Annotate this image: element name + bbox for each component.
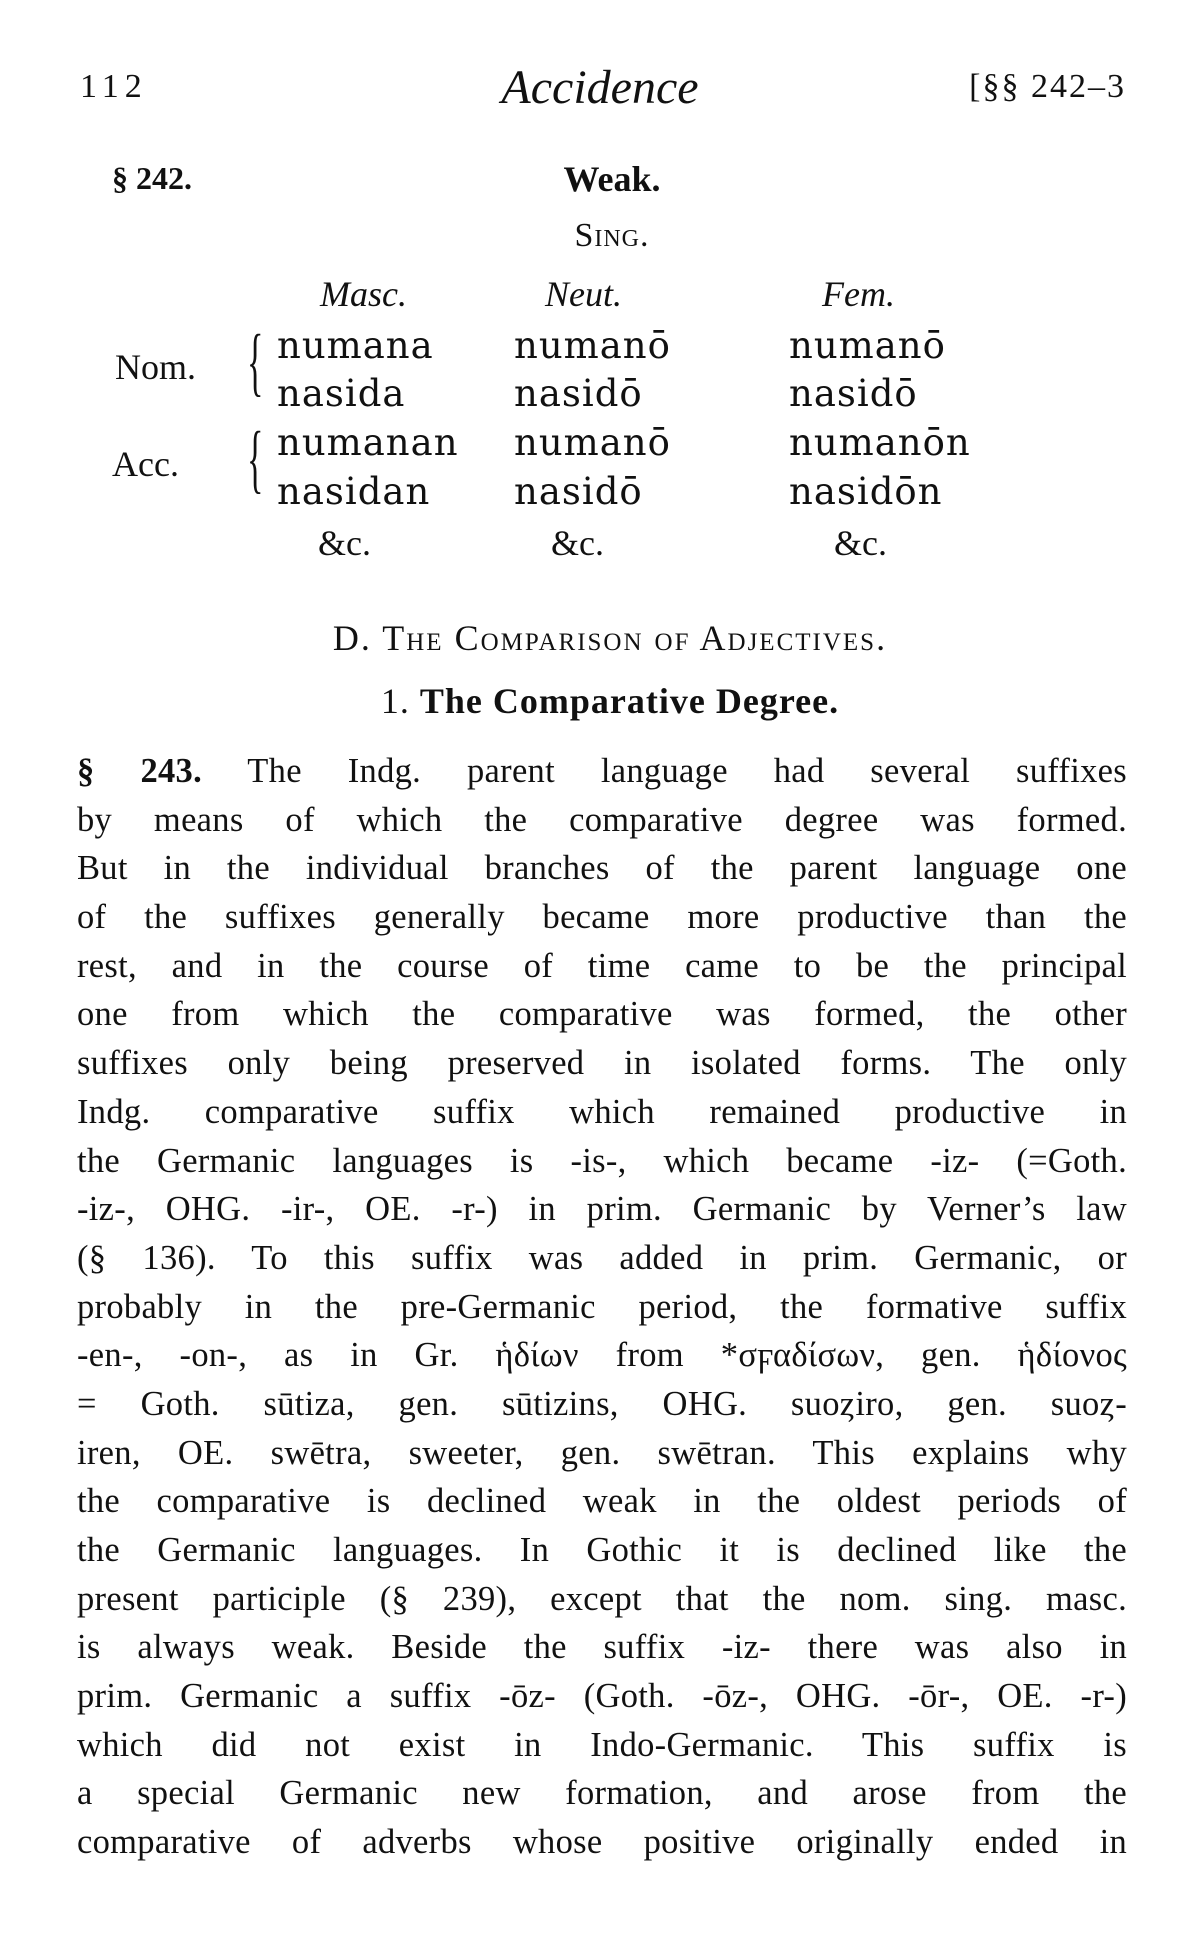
brace-acc: { — [247, 417, 264, 501]
text-line: rest, and in the course of time came to be the principal — [77, 946, 1127, 985]
text-line: the Germanic languages. In Gothic it is declined like the — [77, 1531, 1127, 1569]
nom-fem-2: nasidō — [789, 372, 918, 415]
text-line: prim. Germanic a suffix -ōz- (Goth. -ōz-, OHG. -ōr-, OE. -r-) — [77, 1677, 1127, 1716]
section-242-label: § 242. — [112, 160, 192, 196]
nom-masc-2: nasida — [277, 372, 406, 415]
text-line: present participle (§ 239), except that the nom. sing. masc. — [77, 1579, 1127, 1618]
subsection-title — [0, 680, 1200, 722]
text-line: one from which the comparative was formed, the other — [77, 995, 1127, 1034]
text-line: the Germanic languages is -is-, which became -iz- (=Goth. — [77, 1141, 1127, 1180]
text-line: suffixes only being preserved in isolated forms. The only — [77, 1044, 1127, 1083]
case-acc: Acc. — [112, 444, 179, 484]
acc-fem-1: numanōn — [789, 421, 971, 464]
text-line: which did not exist in Indo-Germanic. This suffix is — [77, 1725, 1127, 1764]
text-line: comparative of adverbs whose positive originally ended in — [77, 1823, 1127, 1862]
text-line: -en-, -on-, as in Gr. ἡδίων from *σϝαδίσων, gen. ἡδίονος — [77, 1336, 1127, 1375]
text-line: iren, OE. swētra, sweeter, gen. swētran. This explains why — [77, 1433, 1127, 1472]
text-line: = Goth. sūtiza, gen. sūtizins, OHG. suoȥiro, gen. suoȥ- — [77, 1384, 1127, 1423]
text-line: But in the individual branches of the parent language one — [77, 849, 1127, 888]
acc-masc-1: numanan — [277, 421, 459, 464]
acc-neut-1: numanō — [514, 421, 671, 464]
page-number: 112 — [80, 68, 148, 105]
nom-fem-1: numanō — [789, 324, 946, 367]
text-line: (§ 136). To this suffix was added in prim. Germanic, or — [77, 1238, 1127, 1277]
text-line: the comparative is declined weak in the oldest periods of — [77, 1482, 1127, 1521]
column-neut: Neut. — [545, 274, 622, 314]
text-line: § 243. The Indg. parent language had several suffixes — [77, 752, 1127, 790]
nom-neut-1: numanō — [514, 324, 671, 367]
running-title: Accidence — [501, 61, 699, 114]
section-243-label: § 243. — [77, 752, 203, 790]
nom-neut-2: nasidō — [514, 372, 643, 415]
text-line: -iz-, OHG. -ir-, OE. -r-) in prim. Germanic by Verner’s law — [77, 1190, 1127, 1229]
subsection-heading: The Comparative Degree. — [419, 681, 840, 721]
column-masc: Masc. — [320, 274, 407, 314]
section-d-title: D. The Comparison of Adjectives. — [332, 618, 888, 658]
text-line: a special Germanic new formation, and arose from the — [77, 1774, 1127, 1813]
acc-neut-2: nasidō — [514, 470, 643, 513]
case-nom: Nom. — [115, 347, 196, 387]
etc-masc: &c. — [318, 523, 371, 563]
text-line: is always weak. Beside the suffix -iz- there was also in — [77, 1628, 1127, 1667]
declension-number: Sing. — [574, 217, 650, 254]
nom-masc-1: numana — [277, 324, 434, 367]
subsection-number: 1. — [380, 681, 410, 721]
etc-neut: &c. — [551, 523, 604, 563]
acc-fem-2: nasidōn — [789, 470, 943, 513]
paragraph-243 — [77, 747, 1127, 1867]
text-line: Indg. comparative suffix which remained productive in — [77, 1092, 1127, 1131]
text-line: probably in the pre-Germanic period, the formative suffix — [77, 1287, 1127, 1326]
section-reference: [§§ 242–3 — [969, 68, 1126, 105]
column-fem: Fem. — [822, 274, 895, 314]
text-line: by means of which the comparative degree was formed. — [77, 800, 1127, 839]
declension-heading: Weak. — [563, 159, 661, 199]
brace-nom: { — [247, 320, 264, 404]
etc-fem: &c. — [834, 523, 887, 563]
text-line: of the suffixes generally became more productive than the — [77, 898, 1127, 937]
acc-masc-2: nasidan — [277, 470, 431, 513]
